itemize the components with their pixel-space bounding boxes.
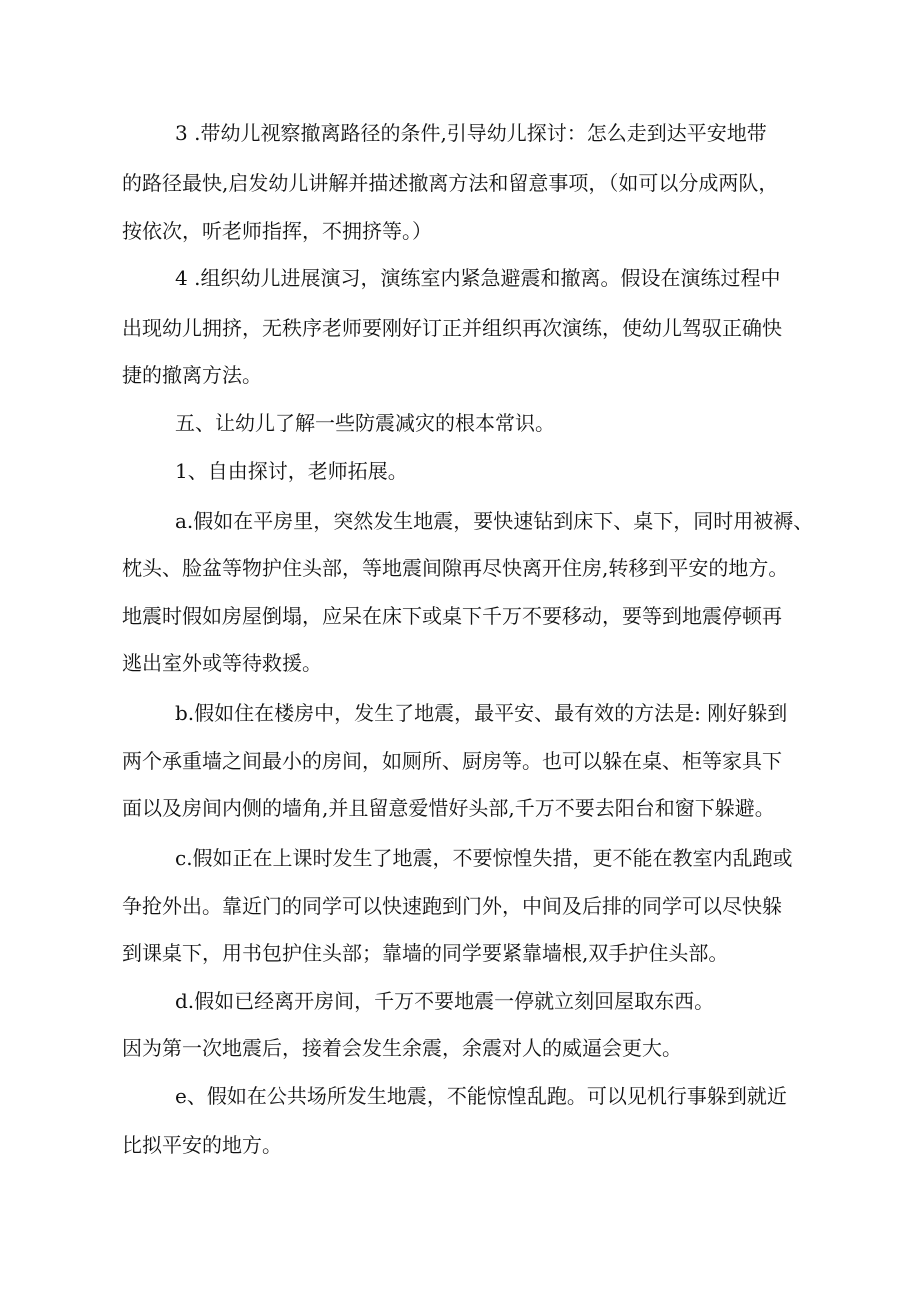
text-line: 到课桌下，用书包护住头部；靠墙的同学要紧靠墙根,双手护住头部。 xyxy=(122,941,729,965)
text-line: 捷的撤离方法。 xyxy=(122,363,262,387)
text-line: 的路径最快,启发幼儿讲解并描述撤离方法和留意事项，（如可以分成两队， xyxy=(122,171,779,195)
text-line: 4 .组织幼儿进展演习，演练室内紧急避震和撤离。假设在演练过程中 xyxy=(175,266,781,290)
text-line: 按依次，听老师指挥，不拥挤等。） xyxy=(122,219,432,243)
text-line: 出现幼儿拥挤，无秩序老师要刚好订正并组织再次演练，使幼儿驾驭正确快 xyxy=(122,316,782,340)
text-line: d.假如已经离开房间，千万不要地震一停就立刻回屋取东西。 xyxy=(175,989,715,1013)
text-line: 逃出室外或等待救援。 xyxy=(122,651,322,675)
text-line: 1、自由探讨，老师拓展。 xyxy=(175,459,408,483)
text-line: 五、让幼儿了解一些防震减灾的根本常识。 xyxy=(175,411,555,435)
text-line: a.假如在平房里，突然发生地震，要快速钻到床下、桌下，同时用被褥、 xyxy=(175,509,814,533)
text-line: c.假如正在上课时发生了地震，不要惊惶失措，更不能在教室内乱跑或 xyxy=(175,846,793,870)
text-line: 比拟平安的地方。 xyxy=(122,1133,282,1157)
text-line: 枕头、脸盆等物护住头部，等地震间隙再尽快离开住房,转移到平安的地方。 xyxy=(122,556,789,580)
text-line: b.假如住在楼房中，发生了地震，最平安、最有效的方法是: 刚好躲到 xyxy=(175,701,788,725)
text-line: 因为第一次地震后，接着会发生余震，余震对人的威逼会更大。 xyxy=(122,1036,682,1060)
text-line: 两个承重墙之间最小的房间，如厕所、厨房等。也可以躲在桌、柜等家具下 xyxy=(122,749,782,773)
text-line: e、假如在公共场所发生地震，不能惊惶乱跑。可以见机行事躲到就近 xyxy=(175,1084,787,1108)
text-line: 面以及房间内侧的墙角,并且留意爱惜好头部,千万不要去阳台和窗下躲避。 xyxy=(122,796,775,820)
text-line: 3 .带幼儿视察撤离路径的条件,引导幼儿探讨：怎么走到达平安地带 xyxy=(175,121,767,145)
text-line: 地震时假如房屋倒塌，应呆在床下或桌下千万不要移动，要等到地震停顿再 xyxy=(122,604,782,628)
text-line: 争抢外出。靠近门的同学可以快速跑到门外，中间及后排的同学可以尽快躲 xyxy=(122,894,782,918)
